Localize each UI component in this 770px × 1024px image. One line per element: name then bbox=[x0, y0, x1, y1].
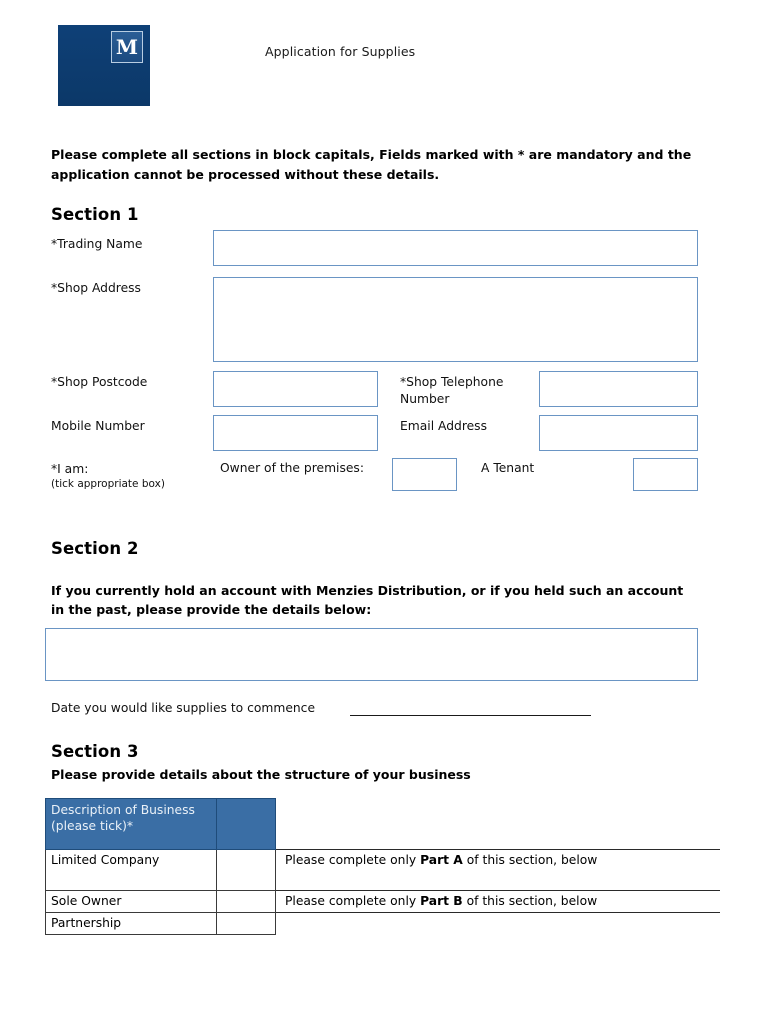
logo-m-icon: M bbox=[111, 31, 143, 63]
row-description-limited-company: Limited Company bbox=[46, 850, 217, 891]
menzies-logo bbox=[58, 25, 150, 106]
row-note-part-a bbox=[276, 850, 721, 891]
section-2-prompt: If you currently hold an account with Menzies Distribution, or if you held such an account in the past, please provide the details below: bbox=[51, 583, 684, 617]
owner-of-premises-label: Owner of the premises: bbox=[220, 461, 364, 475]
shop-postcode-input[interactable] bbox=[213, 371, 378, 407]
shop-postcode-label: *Shop Postcode bbox=[51, 375, 148, 389]
section-3-subheading: Please provide details about the structure of your business bbox=[51, 767, 471, 782]
previous-account-details-input[interactable] bbox=[45, 628, 698, 681]
intro-instructions: Please complete all sections in block capitals, Fields marked with * are mandatory and the application cannot be processed without these details. bbox=[51, 147, 692, 182]
table-header-description bbox=[46, 799, 217, 850]
i-am-label: *I am: bbox=[51, 462, 89, 476]
row-note-empty bbox=[276, 913, 721, 935]
mobile-number-label: Mobile Number bbox=[51, 419, 145, 433]
email-address-input[interactable] bbox=[539, 415, 698, 451]
note-prefix: Please complete only bbox=[285, 894, 421, 908]
note-suffix: of this section, below bbox=[462, 853, 598, 867]
tick-box-limited-company[interactable] bbox=[217, 850, 276, 891]
note-suffix: of this section, below bbox=[462, 894, 598, 908]
row-note-part-b bbox=[276, 891, 721, 913]
trading-name-label: *Trading Name bbox=[51, 237, 143, 251]
note-part-label: Part A bbox=[420, 853, 463, 867]
table-header-line2: (please tick)* bbox=[51, 819, 134, 833]
section-1-heading: Section 1 bbox=[51, 205, 139, 224]
commence-date-blank[interactable] bbox=[350, 714, 591, 716]
table-header-line1: Description of Business bbox=[51, 803, 195, 817]
table-row bbox=[46, 850, 721, 891]
section-3-heading: Section 3 bbox=[51, 742, 139, 761]
row-description-partnership: Partnership bbox=[46, 913, 217, 935]
table-row bbox=[46, 891, 721, 913]
section-2-heading: Section 2 bbox=[51, 539, 139, 558]
table-row bbox=[46, 913, 721, 935]
tick-box-sole-owner[interactable] bbox=[217, 891, 276, 913]
note-part-label: Part B bbox=[420, 894, 463, 908]
shop-telephone-label: *Shop Telephone Number bbox=[400, 375, 504, 406]
email-address-label: Email Address bbox=[400, 419, 487, 433]
owner-checkbox[interactable] bbox=[392, 458, 457, 491]
tenant-label: A Tenant bbox=[481, 461, 535, 475]
trading-name-input[interactable] bbox=[213, 230, 698, 266]
shop-address-input[interactable] bbox=[213, 277, 698, 362]
document-title: Application for Supplies bbox=[265, 44, 416, 59]
shop-address-label: *Shop Address bbox=[51, 281, 141, 295]
tick-box-partnership[interactable] bbox=[217, 913, 276, 935]
document-header bbox=[0, 0, 770, 130]
tenant-checkbox[interactable] bbox=[633, 458, 698, 491]
commence-date-label: Date you would like supplies to commence bbox=[51, 701, 316, 715]
i-am-hint: (tick appropriate box) bbox=[51, 478, 165, 490]
table-header-row bbox=[46, 799, 721, 850]
mobile-number-input[interactable] bbox=[213, 415, 378, 451]
business-structure-table bbox=[45, 798, 720, 935]
shop-telephone-input[interactable] bbox=[539, 371, 698, 407]
note-prefix: Please complete only bbox=[285, 853, 421, 867]
row-description-sole-owner: Sole Owner bbox=[46, 891, 217, 913]
table-header-tick bbox=[217, 799, 276, 850]
table-header-note bbox=[276, 799, 721, 850]
